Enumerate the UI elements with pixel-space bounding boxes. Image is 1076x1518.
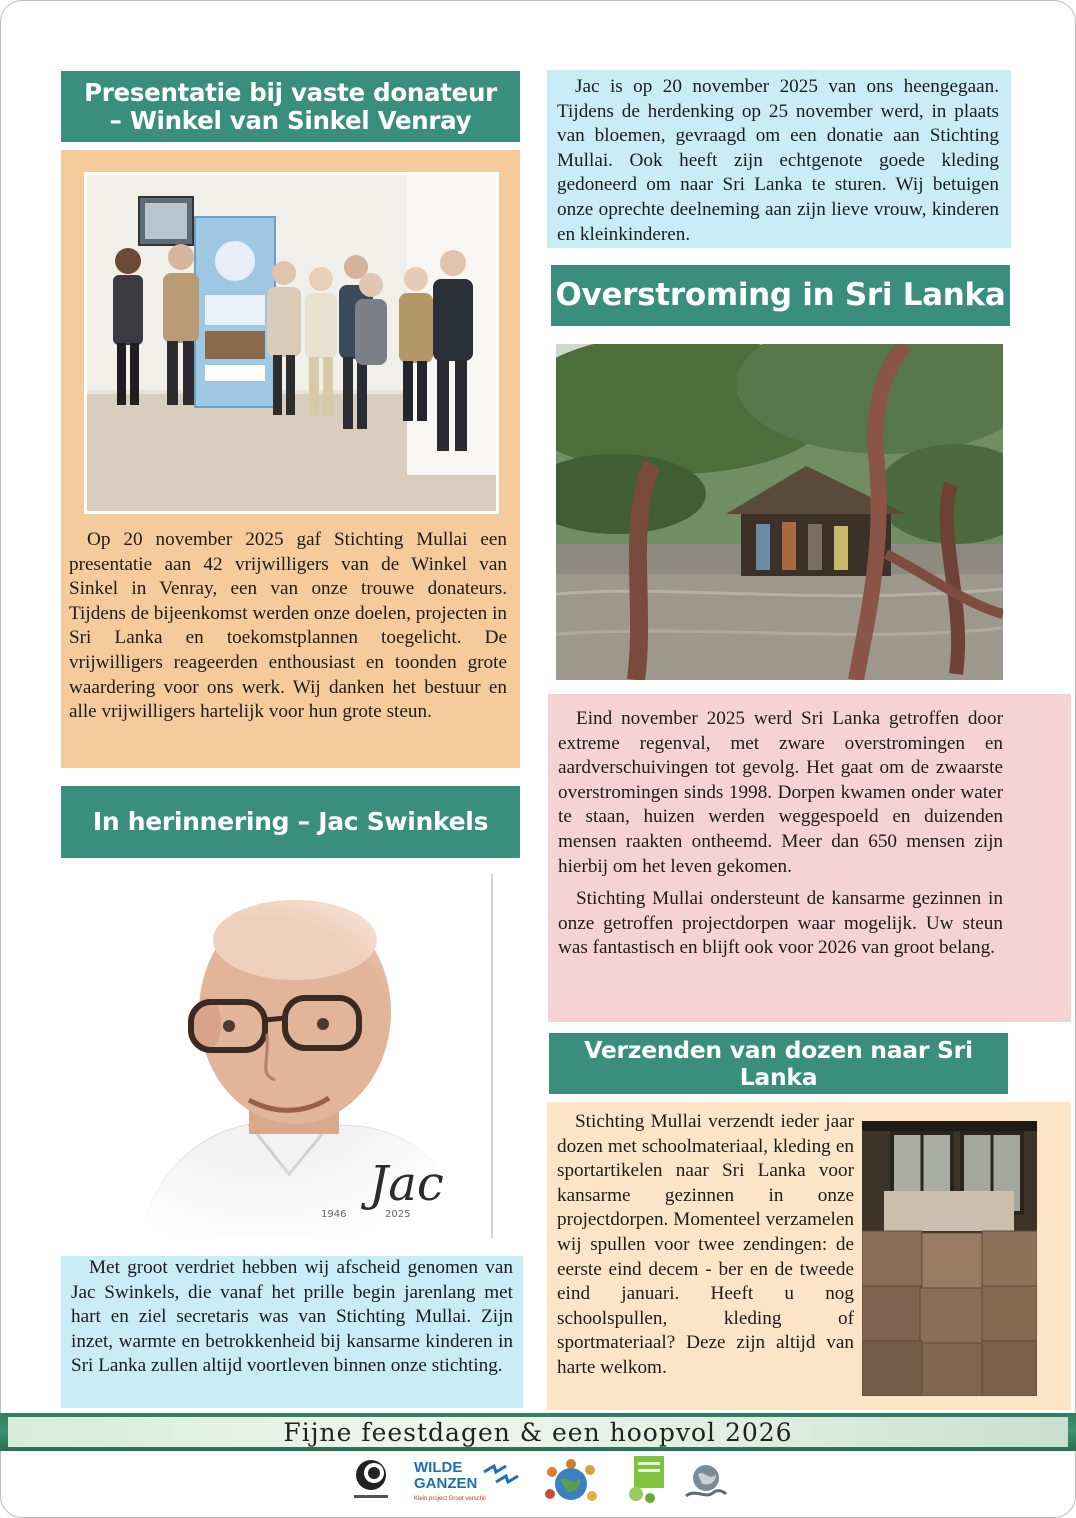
shipping-heading-text: Verzenden van dozen naar Sri Lanka: [584, 1036, 973, 1091]
memorial-heading: [61, 786, 520, 858]
wilde-ganzen-tagline: Klein project Groot verschil: [414, 1496, 486, 1502]
wilde-ganzen-logo: [412, 1458, 524, 1506]
shipping-heading: [549, 1033, 1008, 1094]
presentation-paragraph: Op 20 november 2025 gaf Stichting Mullai een presentatie aan 42 vrijwilligers van de Winkel van Sinkel in Venray, een van onze trouwe donateurs. Tijdens de bijeenkomst werden onze doelen, projecten in Sri Lanka en toekomstplannen toegelicht. De vrijwilligers reageerden enthousiast en toonden grote waardering voor ons werk. Wij danken het bestuur en alle vrijwilligers hartelijk voor hun grote steun.: [69, 529, 507, 723]
presentation-heading-text: Presentatie bij vaste donateur – Winkel van Sinkel Venray: [84, 78, 497, 135]
portrait-photo-icon: [99, 874, 493, 1238]
flood-photo-drawing: [556, 344, 1003, 680]
flood-heading: [551, 265, 1010, 326]
portrait-drawing: [99, 874, 491, 1238]
year-born-text: 1946: [321, 1209, 347, 1220]
memorial-paragraph: Met groot verdriet hebben wij afscheid genomen van Jac Swinkels, die vanaf het prille begin jarenlang met hart en ziel secretaris was van Stichting Mullai. Zijn inzet, warmte en betrokkenheid bij kansarme kinderen in Sri Lanka zullen altijd voortleven binnen onze stichting.: [71, 1257, 513, 1377]
flood-body: [558, 707, 1003, 961]
children-globe-logo: [542, 1458, 600, 1506]
flood-photo-icon: [556, 344, 1003, 680]
boxes-photo-icon: [862, 1121, 1037, 1396]
footer-greeting: Fijne feestdagen & een hoopvol 2026: [283, 1417, 793, 1447]
signature-text: Jac: [369, 1156, 444, 1212]
flood-paragraph-2: Stichting Mullai ondersteunt de kansarme gezinnen in onze getroffen projectdorpen waar mogelijk. Uw steun was fantastisch en blijft ook voor 2026 van groot belang.: [558, 888, 1003, 959]
memorial-body: [71, 1256, 513, 1379]
memorial-heading-text: In herinnering – Jac Swinkels: [92, 807, 489, 836]
wilde-ganzen-birds-icon: [482, 1462, 522, 1486]
flood-paragraph-1: Eind november 2025 werd Sri Lanka getroffen door extreme regenval, met zware overstromingen en aardverschuivingen tot gevolg. Het gaat om de zwaarste overstromingen sinds 1998. Dorpen kwamen onder water te staan, huizen werden weggespoeld en duizenden mensen raakten ontheemd. Meer dan 650 mensen zijn hierbij om het leven gekomen.: [558, 708, 1003, 877]
wilde-ganzen-logo-label: WILDE GANZEN: [414, 1459, 478, 1492]
shipping-paragraph: Stichting Mullai verzendt ieder jaar dozen met schoolmateriaal, kleding en sportartikelen naar Sri Lanka voor kansarme gezinnen in onze projectdorpen. Momenteel verzamelen wij spullen voor twee zendingen: de eerste eind decem - ber en de tweede eind januari. Heeft u nog schoolspullen, kleding of sportmateriaal? Deze zijn altijd van harte welkom.: [557, 1111, 854, 1378]
boxes-photo-drawing: [862, 1121, 1037, 1396]
presentation-heading: [61, 71, 520, 142]
flood-heading-text: Overstroming in Sri Lanka: [555, 277, 1006, 314]
group-photo-icon: [84, 172, 499, 514]
group-photo-drawing: [87, 175, 496, 511]
green-partner-logo: [622, 1456, 666, 1506]
hands-globe-logo: [684, 1460, 728, 1506]
jac-continued-paragraph: Jac is op 20 november 2025 van ons heengegaan. Tijdens de herdenking op 25 november werd, in plaats van bloemen, gevraagd om een donatie aan Stichting Mullai. Ook heeft zijn echtgenote goede kleding gedoneerd om naar Sri Lanka te sturen. Wij betuigen onze oprechte deelneming aan zijn lieve vrouw, kinderen en kleinkinderen.: [557, 76, 999, 245]
shipping-body: [557, 1110, 854, 1381]
footer-greeting-bar: [8, 1417, 1068, 1447]
year-died-text: 2025: [385, 1209, 411, 1220]
jac-continued-body: [557, 75, 999, 247]
de-wereld-een-gulden-logo: [350, 1457, 392, 1505]
presentation-body: [69, 528, 507, 725]
